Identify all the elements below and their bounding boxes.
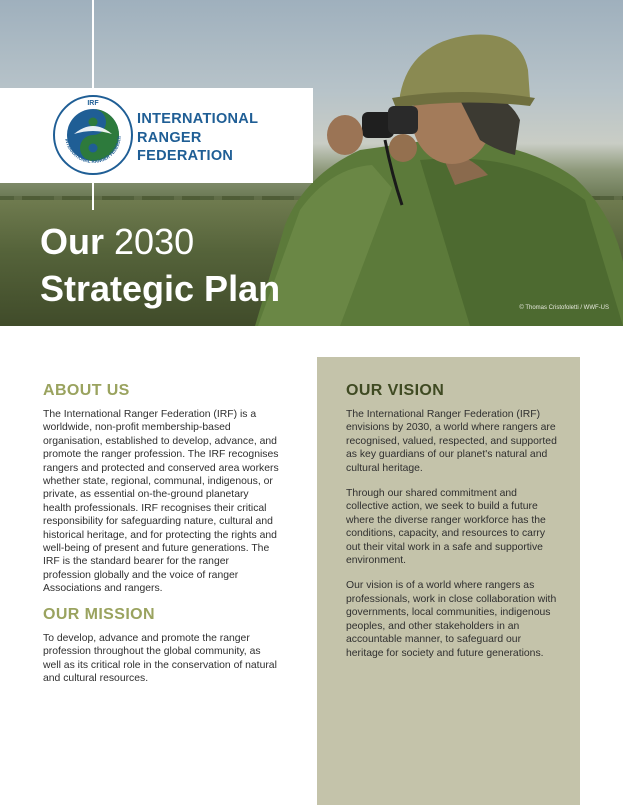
left-column (43, 382, 279, 685)
title-our: Our (40, 221, 105, 262)
binocular-right (388, 106, 418, 134)
mission-heading: OUR MISSION (43, 605, 155, 623)
vision-panel (317, 357, 580, 805)
vision-paragraph: Through our shared commitment and collective action, we seek to build a future where the diverse ranger workforce has the conditions, capacity, and resources to carry out their vital work in a safe and supportive environment. (346, 488, 546, 567)
ranger-hand-right (389, 134, 417, 162)
org-name (137, 110, 258, 166)
mission-body: To develop, advance and promote the ranger profession throughout the global community, as well as its critical role in the conservation of natural and cultural resources. (43, 632, 277, 684)
irf-emblem-icon (52, 94, 134, 176)
ranger-hand (327, 115, 363, 155)
org-name-line: RANGER (137, 129, 202, 146)
org-name-line: FEDERATION (137, 148, 234, 164)
about-heading: ABOUT US (43, 382, 130, 399)
logo-acronym: IRF (87, 100, 99, 107)
title-year: 2030 (114, 221, 195, 262)
logo-block (0, 88, 313, 183)
about-body: The International Ranger Federation (IRF) is a worldwide, non-profit membership-based organisation, established to develop, advance, and promote the ranger profession. The IRF recognises rangers and protected and conserved area workers whether state, regional, communal, indigenous, or private, as essential on-the-ground planetary health professionals. IRF recognises their critical responsibility for safeguarding nature, cultural and historical heritage, and for protecting the rights and well-being of present and future generations. The IRF is the standard bearer for the ranger profession globally and the voice of ranger Associations and rangers. (43, 409, 279, 595)
logo-ring-text: INTERNATIONAL RANGER FEDERATI (64, 136, 122, 165)
vision-paragraph: Our vision is of a world where rangers as professionals, work in close collaboration with governments, local communities, indigenous peoples, and other stakeholders in an accountable manner, to safeguard our heritage for society and future generations. (346, 580, 557, 659)
vision-paragraph: The International Ranger Federation (IRF) envisions by 2030, a world where rangers are recognised, valued, respected, and supported as key guardians of our planet's natural and cultural heritage. (346, 409, 557, 474)
ranger-cap (400, 34, 530, 100)
vision-heading: OUR VISION (346, 382, 445, 399)
vision-content (346, 382, 561, 672)
page-title (40, 218, 280, 312)
photo-credit: © Thomas Cristofoletti / WWF-US (519, 305, 609, 311)
title-line-1 (40, 218, 280, 265)
title-line-2: Strategic Plan (40, 268, 281, 309)
org-name-line: INTERNATIONAL (137, 111, 259, 127)
